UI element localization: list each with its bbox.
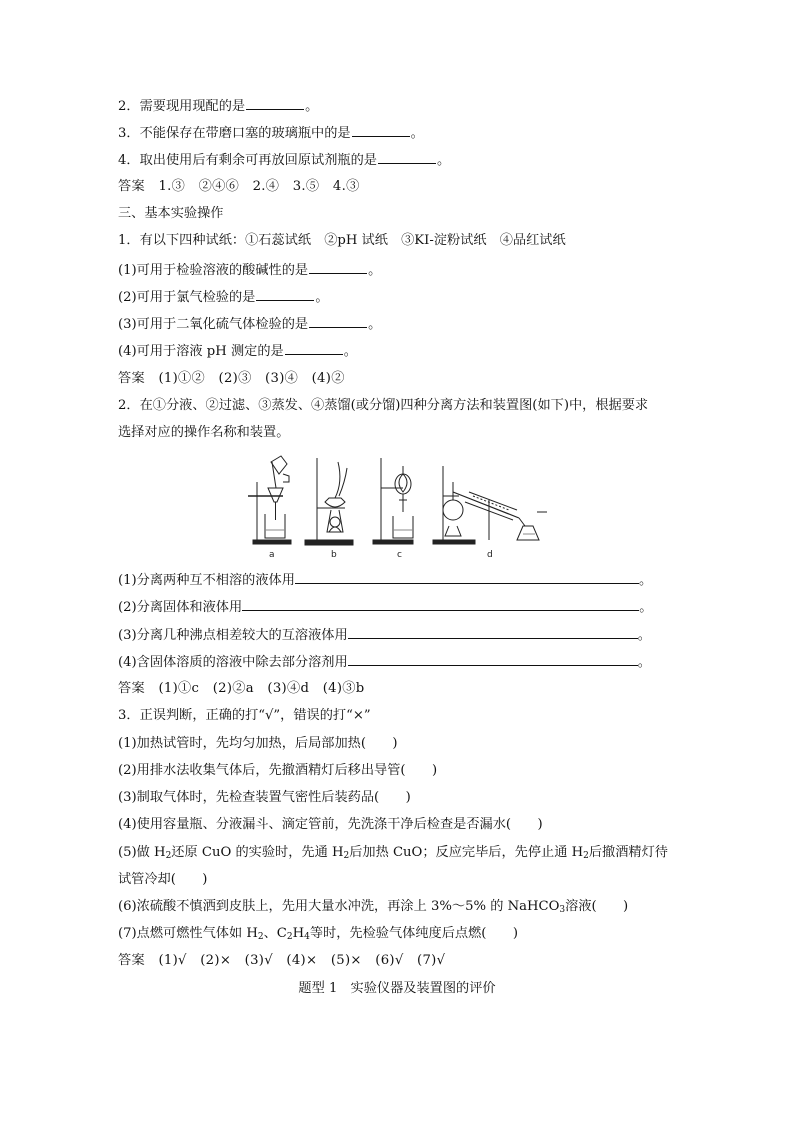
sub-question: (1)分离两种互不相溶的液体用 。 — [118, 573, 653, 588]
answer-blank[interactable] — [309, 315, 367, 328]
question-2: 2．需要现用现配的是 。 — [118, 99, 319, 114]
true-false-item: (7)点燃可燃性气体如 $H_2$、$C_2H_4$等时，先检验气体纯度后点燃( ) — [118, 926, 518, 942]
distillation-apparatus — [433, 466, 547, 544]
true-false-item-cont: 试管冷却( ) — [118, 872, 208, 887]
answer-blank[interactable] — [285, 342, 343, 355]
sub-question: (4)可用于溶液 pH 测定的是 。 — [118, 344, 357, 359]
figure-label-d: d — [487, 550, 493, 560]
answer-line: 答案 1.③ ②④⑥ 2.④ 3.⑤ 4.③ — [118, 179, 360, 194]
filtration-apparatus — [248, 456, 291, 544]
figure-label-b: b — [331, 550, 337, 560]
true-false-item: (3)制取气体时，先检查装置气密性后装药品( ) — [118, 790, 411, 805]
section-heading: 三、基本实验操作 — [118, 206, 224, 221]
answer-blank[interactable] — [378, 151, 436, 164]
answer-blank[interactable] — [242, 598, 639, 611]
figure-label-c: c — [397, 550, 402, 560]
apparatus-figure — [243, 452, 548, 562]
true-false-item: (2)用排水法收集气体后，先撤酒精灯后移出导管( ) — [118, 763, 438, 778]
sub-question: (3)可用于二氧化硫气体检验的是 。 — [118, 317, 382, 332]
true-false-item: (4)使用容量瓶、分液漏斗、滴定管前，先洗涤干净后检查是否漏水( ) — [118, 817, 543, 832]
answer-blank[interactable] — [348, 653, 638, 666]
sub-question: (2)可用于氯气检验的是 。 — [118, 290, 329, 305]
answer-line: 答案 (1)①② (2)③ (3)④ (4)② — [118, 371, 345, 386]
figure-label-a: a — [269, 550, 275, 560]
sub-question: (3)分离几种沸点相差较大的互溶液体用 。 — [118, 628, 651, 643]
answer-blank[interactable] — [348, 626, 638, 639]
answer-line: 答案 (1)①c (2)②a (3)④d (4)③b — [118, 681, 365, 696]
answer-blank[interactable] — [246, 97, 304, 110]
sub-question: (4)含固体溶质的溶液中除去部分溶剂用 。 — [118, 655, 651, 670]
question-stem: 3．正误判断，正确的打“√”，错误的打“×” — [118, 708, 371, 723]
question-3: 3．不能保存在带磨口塞的玻璃瓶中的是 。 — [118, 126, 424, 141]
question-4: 4．取出使用后有剩余可再放回原试剂瓶的是 。 — [118, 153, 451, 168]
sub-question: (2)分离固体和液体用 。 — [118, 600, 653, 615]
question-stem: 1．有以下四种试纸：①石蕊试纸 ②pH 试纸 ③KI-淀粉试纸 ④品红试纸 — [118, 233, 566, 248]
question-stem: 2．在①分液、②过滤、③蒸发、④蒸馏(或分馏)四种分离方法和装置图(如下)中，根据要求 — [118, 398, 649, 413]
sub-question: (1)可用于检验溶液的酸碱性的是 。 — [118, 263, 382, 278]
section-title: 题型 1 实验仪器及装置图的评价 — [298, 981, 496, 996]
answer-blank[interactable] — [295, 571, 639, 584]
answer-blank[interactable] — [256, 288, 314, 301]
true-false-item: (5)做 $H_2$还原 CuO 的实验时，先通 $H_2$后加热 CuO；反应完毕后，先停止通 $H_2$后撤酒精灯待 — [118, 845, 668, 861]
true-false-item: (1)加热试管时，先均匀加热，后局部加热( ) — [118, 736, 398, 751]
answer-line: 答案 (1)√ (2)× (3)√ (4)× (5)× (6)√ (7)√ — [118, 953, 446, 968]
answer-blank[interactable] — [352, 124, 410, 137]
question-stem-cont: 选择对应的操作名称和装置。 — [118, 425, 290, 440]
separatory-funnel-apparatus — [373, 458, 413, 544]
true-false-item: (6)浓硫酸不慎洒到皮肤上，先用大量水冲洗，再涂上 3%～5% 的 NaHCO$_3$溶液( ) — [118, 899, 629, 915]
answer-blank[interactable] — [309, 261, 367, 274]
evaporation-apparatus — [305, 458, 353, 545]
